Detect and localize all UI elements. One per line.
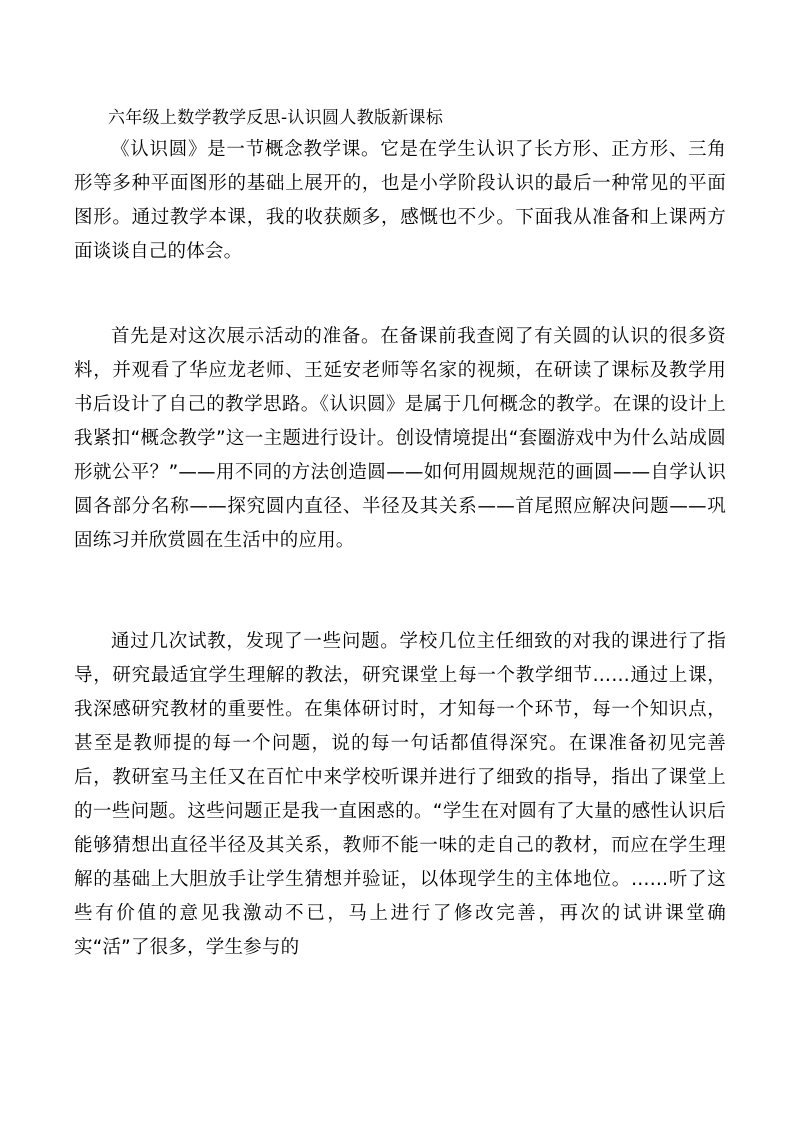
paragraph-trial-teaching: 通过几次试教，发现了一些问题。学校几位主任细致的对我的课进行了指导，研究最适宜学生理解的教法，研究课堂上每一个教学细节……通过上课，我深感研究教材的重要性。在集体研讨时，才知每一个环节，每一个知识点，甚至是教师提的每一个问题，说的每一句话都值得深究。在课准备初见完善后，教研室马主任又在百忙中来学校听课并进行了细致的指导，指出了课堂上的一些问题。这些问题正是我一直困惑的。“学生在对圆有了大量的感性认识后能够猜想出直径半径及其关系，教师不能一味的走自己的教材，而应在学生理解的基础上大胆放手让学生猜想并验证，以体现学生的主体地位。……听了这些有价值的意见我激动不已，马上进行了修改完善，再次的试讲课堂确实“活”了很多，学生参与的 bbox=[74, 631, 726, 958]
document-title: 六年级上数学教学反思-认识圆人教版新课标 bbox=[108, 108, 444, 128]
paragraph-intro: 《认识圆》是一节概念教学课。它是在学生认识了长方形、正方形、三角形等多种平面图形的基础上展开的，也是小学阶段认识的最后一种常见的平面图形。通过教学本课，我的收获颇多，感慨也不少。下面我从准备和上课两方面谈谈自己的体会。 bbox=[74, 139, 726, 262]
paragraph-preparation: 首先是对这次展示活动的准备。在备课前我查阅了有关圆的认识的很多资料，并观看了华应龙老师、王延安老师等名家的视频，在研读了课标及教学用书后设计了自己的教学思路。《认识圆》是属于几何概念的教学。在课的设计上我紧扣“概念教学”这一主题进行设计。创设情境提出“套圈游戏中为什么站成圆形就公平？”——用不同的方法创造圆——如何用圆规规范的画圆——自学认识圆各部分名称——探究圆内直径、半径及其关系——首尾照应解决问题——巩固练习并欣赏圆在生活中的应用。 bbox=[74, 326, 726, 551]
